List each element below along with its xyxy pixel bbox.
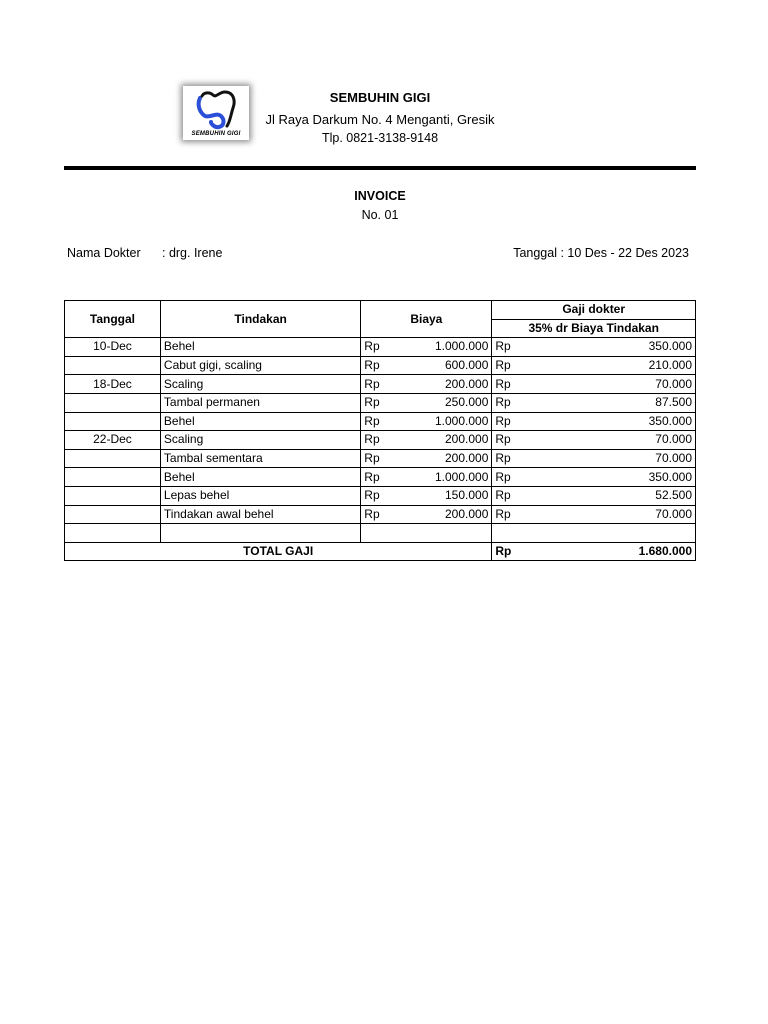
total-label: TOTAL GAJI [65, 542, 492, 561]
cell-biaya: 200.000 [403, 375, 491, 394]
invoice-table [64, 300, 696, 561]
cell-biaya: 600.000 [403, 356, 491, 375]
cell-gaji-currency: Rp [492, 338, 535, 357]
clinic-name: SEMBUHIN GIGI [329, 90, 431, 105]
table-row [65, 393, 696, 412]
table-row [65, 356, 696, 375]
cell-biaya-currency: Rp [361, 356, 404, 375]
total-row [65, 542, 696, 561]
cell-tanggal [65, 468, 161, 487]
date-range: Tanggal : 10 Des - 22 Des 2023 [513, 246, 689, 260]
cell-tindakan: Behel [160, 468, 360, 487]
cell-gaji: 70.000 [535, 375, 696, 394]
cell-tindakan: Behel [160, 412, 360, 431]
cell-gaji: 52.500 [535, 486, 696, 505]
cell-biaya-currency: Rp [361, 431, 404, 450]
cell-biaya-currency: Rp [361, 338, 404, 357]
cell-tindakan: Cabut gigi, scaling [160, 356, 360, 375]
cell-gaji-currency: Rp [492, 375, 535, 394]
cell-tanggal: 18-Dec [65, 375, 161, 394]
clinic-logo [183, 86, 249, 140]
cell-tanggal: 22-Dec [65, 431, 161, 450]
cell-gaji-currency: Rp [492, 393, 535, 412]
cell-gaji: 70.000 [535, 449, 696, 468]
cell-gaji: 70.000 [535, 505, 696, 524]
cell-biaya-currency: Rp [361, 505, 404, 524]
cell-gaji-currency: Rp [492, 356, 535, 375]
cell-biaya: 1.000.000 [403, 468, 491, 487]
cell-tanggal [65, 449, 161, 468]
total-currency: Rp [492, 542, 535, 561]
doctor-label: Nama Dokter [67, 246, 141, 260]
cell-tindakan: Scaling [160, 431, 360, 450]
cell-biaya: 200.000 [403, 449, 491, 468]
cell-gaji-currency: Rp [492, 431, 535, 450]
doctor-value: : drg. Irene [162, 246, 223, 260]
cell-biaya-currency: Rp [361, 449, 404, 468]
cell-gaji: 210.000 [535, 356, 696, 375]
cell-gaji-currency: Rp [492, 468, 535, 487]
cell-gaji: 350.000 [535, 468, 696, 487]
table-row [65, 505, 696, 524]
clinic-address: Jl Raya Darkum No. 4 Menganti, Gresik [265, 112, 495, 127]
cell-gaji: 350.000 [535, 412, 696, 431]
cell-biaya: 150.000 [403, 486, 491, 505]
table-row [65, 375, 696, 394]
invoice-number: No. 01 [361, 208, 399, 222]
col-header-tindakan: Tindakan [160, 301, 360, 338]
cell-biaya-currency: Rp [361, 468, 404, 487]
cell-biaya-currency: Rp [361, 412, 404, 431]
cell-gaji: 70.000 [535, 431, 696, 450]
table-body [65, 338, 696, 524]
cell-tindakan: Lepas behel [160, 486, 360, 505]
cell-tindakan: Tindakan awal behel [160, 505, 360, 524]
cell-gaji: 87.500 [535, 393, 696, 412]
cell-tanggal [65, 486, 161, 505]
cell-tindakan: Scaling [160, 375, 360, 394]
table-row-empty [65, 524, 696, 543]
cell-gaji: 350.000 [535, 338, 696, 357]
cell-tanggal [65, 356, 161, 375]
cell-tanggal [65, 505, 161, 524]
logo-text: SEMBUHIN GIGI [191, 131, 241, 137]
cell-biaya: 1.000.000 [403, 338, 491, 357]
table-row [65, 486, 696, 505]
cell-tindakan: Behel [160, 338, 360, 357]
cell-biaya: 1.000.000 [403, 412, 491, 431]
cell-biaya-currency: Rp [361, 486, 404, 505]
cell-gaji-currency: Rp [492, 486, 535, 505]
cell-biaya-currency: Rp [361, 393, 404, 412]
cell-biaya: 200.000 [403, 431, 491, 450]
col-header-gaji-sub: 35% dr Biaya Tindakan [492, 319, 696, 338]
cell-biaya: 250.000 [403, 393, 491, 412]
cell-gaji-currency: Rp [492, 412, 535, 431]
cell-tindakan: Tambal sementara [160, 449, 360, 468]
table-row [65, 412, 696, 431]
header-divider [64, 166, 696, 170]
table-row [65, 338, 696, 357]
col-header-biaya: Biaya [361, 301, 492, 338]
cell-gaji-currency: Rp [492, 505, 535, 524]
cell-tanggal [65, 393, 161, 412]
cell-biaya-currency: Rp [361, 375, 404, 394]
cell-tanggal: 10-Dec [65, 338, 161, 357]
cell-gaji-currency: Rp [492, 449, 535, 468]
table-row [65, 468, 696, 487]
total-value: 1.680.000 [535, 542, 696, 561]
cell-biaya: 200.000 [403, 505, 491, 524]
col-header-gaji: Gaji dokter [492, 301, 696, 320]
cell-tanggal [65, 412, 161, 431]
clinic-phone: Tlp. 0821-3138-9148 [321, 131, 439, 145]
cell-tindakan: Tambal permanen [160, 393, 360, 412]
table-row [65, 449, 696, 468]
invoice-title: INVOICE [354, 189, 406, 203]
table-row [65, 431, 696, 450]
col-header-tanggal: Tanggal [65, 301, 161, 338]
